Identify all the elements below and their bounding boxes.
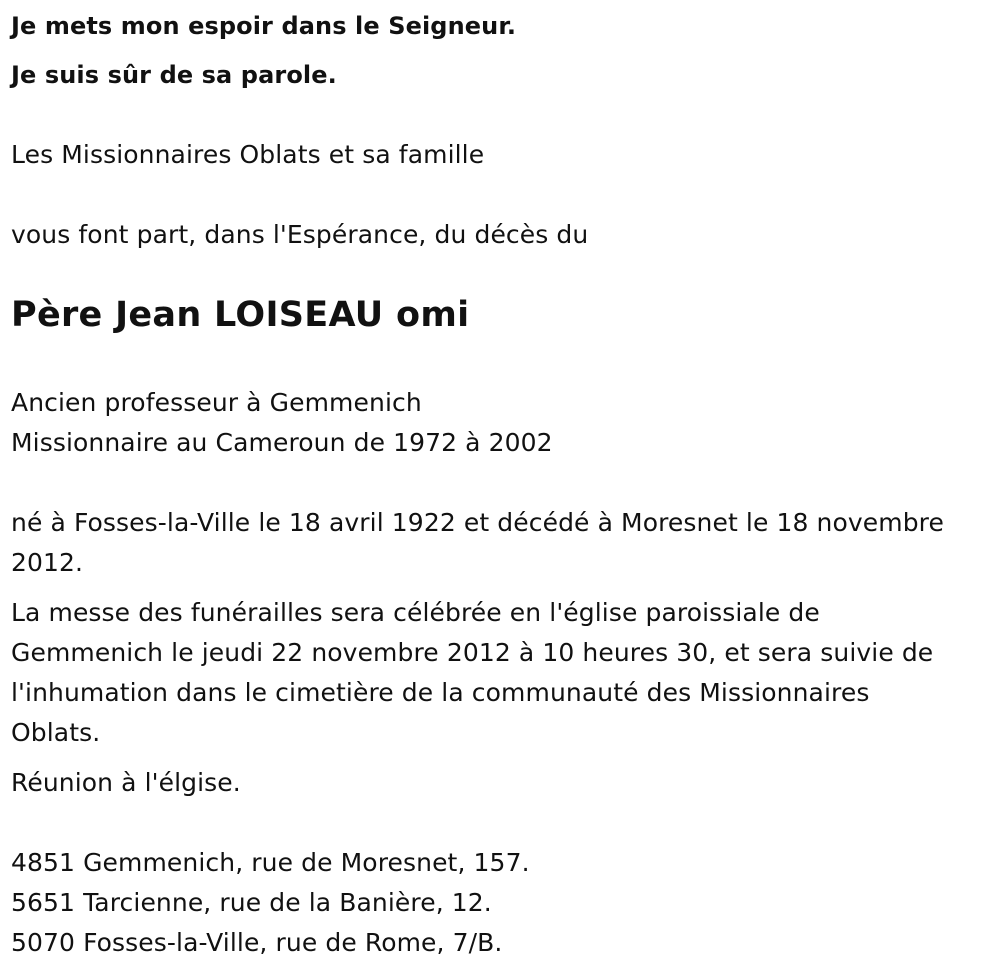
birth-death-line-1: né à Fosses-la-Ville le 18 avril 1922 et décédé à Moresnet le 18 novembre xyxy=(11,508,944,537)
role-line-1: Ancien professeur à Gemmenich xyxy=(11,388,422,417)
announcement-text: vous font part, dans l'Espérance, du décès du xyxy=(11,220,589,249)
address-line-1: 4851 Gemmenich, rue de Moresnet, 157. xyxy=(11,848,530,877)
address-line-2: 5651 Tarcienne, rue de la Banière, 12. xyxy=(11,888,492,917)
verse-line-2: Je suis sûr de sa parole. xyxy=(11,61,337,89)
birth-death-line-2: 2012. xyxy=(11,548,84,577)
funeral-line-1: La messe des funérailles sera célébrée en l'église paroissiale de xyxy=(11,598,820,627)
announcers-text: Les Missionnaires Oblats et sa famille xyxy=(11,140,485,169)
funeral-line-3: l'inhumation dans le cimetière de la communauté des Missionnaires xyxy=(11,678,870,707)
role-line-2: Missionnaire au Cameroun de 1972 à 2002 xyxy=(11,428,553,457)
verse-line-1: Je mets mon espoir dans le Seigneur. xyxy=(11,12,517,40)
funeral-line-4: Oblats. xyxy=(11,718,101,747)
funeral-line-2: Gemmenich le jeudi 22 novembre 2012 à 10 heures 30, et sera suivie de xyxy=(11,638,934,667)
address-line-3: 5070 Fosses-la-Ville, rue de Rome, 7/B. xyxy=(11,928,503,957)
deceased-name: Père Jean LOISEAU omi xyxy=(11,295,470,335)
meeting-text: Réunion à l'élgise. xyxy=(11,768,241,797)
